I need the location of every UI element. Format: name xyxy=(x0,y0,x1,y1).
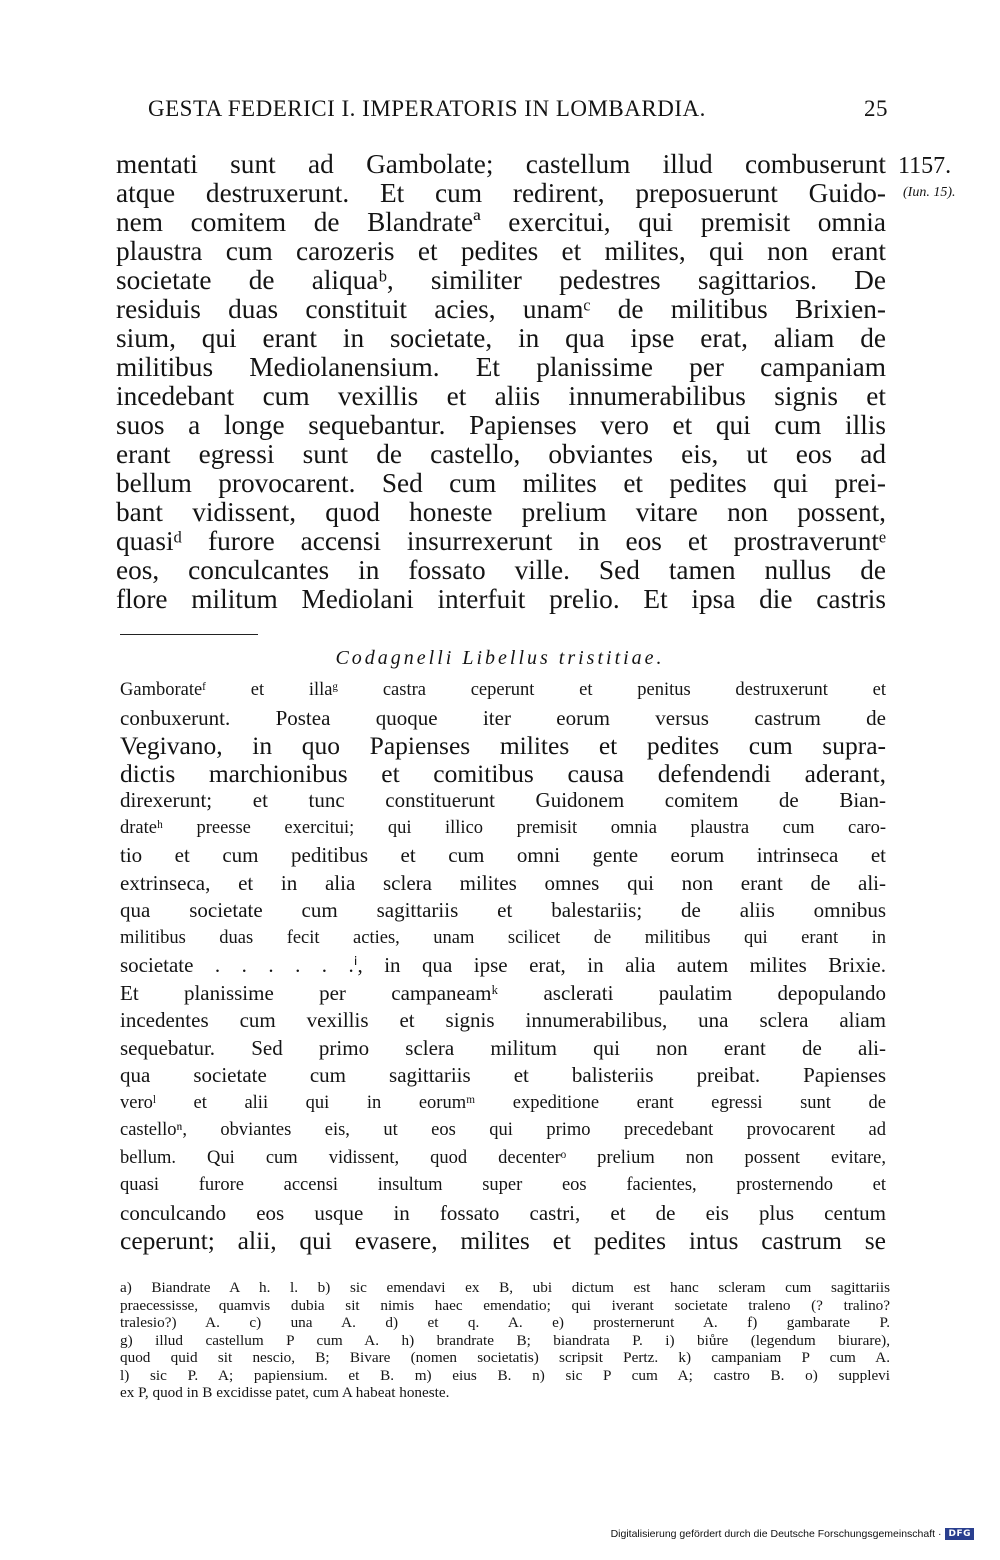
main-text xyxy=(116,150,886,614)
main-text-line: incedebant cum vexillis et aliis innumerabilibus signis et xyxy=(116,381,886,411)
footnote-line: praecessisse, quamvis dubia sit nimis haec emendatio; qui iverant societate traleno (? tralino? xyxy=(120,1296,890,1314)
main-text-line: plaustra cum carozeris et pedites et milites, qui non erant xyxy=(116,236,886,266)
second-text-line: direxerunt; et tunc constituerunt Guidonem comitem de Bian- xyxy=(120,788,886,812)
footnote-line: l) sic P. A; papiensium. et B. m) eius B. n) sic P cum A; castro B. o) supplevi xyxy=(120,1366,890,1384)
second-text-line: conbuxerunt. Postea quoque iter eorum versus castrum de xyxy=(120,705,886,730)
second-text-line: militibus duas fecit acties, unam scilicet de militibus qui erant in xyxy=(120,927,886,948)
second-text-line: societate . . . . . .ⁱ, in qua ipse erat, in alia autem milites Brixie. xyxy=(120,953,886,977)
section-divider xyxy=(120,634,258,635)
second-text-line: ceperunt; alii, qui evasere, milites et pedites intus castrum se xyxy=(120,1226,886,1255)
second-text-line: veroˡ et alii qui in eorumᵐ expeditione erant egressi sunt de xyxy=(120,1092,886,1113)
running-head-title: GESTA FEDERICI I. IMPERATORIS IN LOMBARDIA. xyxy=(148,96,706,121)
main-text-line: quasiᵈ furore accensi insurrexerunt in eos et prostraveruntᵉ xyxy=(116,526,886,556)
footer-credit-text: Digitalisierung gefördert durch die Deutsche Forschungsgemeinschaft · xyxy=(610,1528,942,1540)
main-text-line: eos, conculcantes in fossato ville. Sed tamen nullus de xyxy=(116,555,886,585)
main-text-line: suos a longe sequebantur. Papienses vero et qui cum illis xyxy=(116,410,886,440)
main-text-line: bant vidissent, quod honeste prelium vitare non possent, xyxy=(116,497,886,527)
second-text-line: qua societate cum sagittariis et balestariis; de aliis omnibus xyxy=(120,898,886,922)
main-text-line: nem comitem de Blandrateª exercitui, qui premisit omnia xyxy=(116,207,886,237)
second-text-line: drateʰ preesse exercitui; qui illico premisit omnia plaustra cum caro- xyxy=(120,817,886,838)
main-text-line: mentati sunt ad Gambolate; castellum illud combuserunt xyxy=(116,149,886,179)
footnote-line: quod quid sit nescio, B; Bivare (nomen societatis) scripsit Pertz. k) campaniam P cum A. xyxy=(120,1349,890,1366)
second-text-line: bellum. Qui cum vidissent, quod decenterᵒ prelium non possent evitare, xyxy=(120,1147,886,1168)
margin-year: 1157. xyxy=(898,153,952,179)
main-text-line: residuis duas constituit acies, unamᶜ de militibus Brixien- xyxy=(116,294,886,324)
second-text-line: conculcando eos usque in fossato castri, et de eis plus centum xyxy=(120,1200,886,1225)
second-text-line: quasi furore accensi insultum super eos facientes, prosternendo et xyxy=(120,1175,886,1195)
main-text-line: militibus Mediolanensium. Et planissime per campaniam xyxy=(116,352,886,382)
footnotes xyxy=(120,1279,890,1402)
margin-date: (Iun. 15). xyxy=(903,185,956,200)
second-text-line: incedentes cum vexillis et signis innumerabilibus, una sclera aliam xyxy=(120,1008,886,1032)
main-text-line: sium, qui erant in societate, in qua ipse erat, aliam de xyxy=(116,323,886,353)
footnote-line: tralesio?) A. c) una A. d) et q. A. e) prosternerunt A. f) gambarate P. xyxy=(120,1314,890,1331)
second-text-line: dictis marchionibus et comitibus causa defendendi aderant, xyxy=(120,758,886,788)
main-text-line: erant egressi sunt de castello, obviantes eis, ut eos ad xyxy=(116,439,886,469)
second-text-line: castelloⁿ, obviantes eis, ut eos qui primo precedebant provocarent ad xyxy=(120,1120,886,1140)
second-text-line: Et planissime per campaneamᵏ asclerati paulatim depopulando xyxy=(120,980,886,1005)
second-text-line: qua societate cum sagittariis et balisteriis preibat. Papienses xyxy=(120,1063,886,1087)
footnote-line: g) illud castellum P cum A. h) brandrate B; biandrata P. i) biůre (legendum biurare), xyxy=(120,1331,890,1349)
page-number: 25 xyxy=(864,96,888,121)
running-head xyxy=(148,96,888,122)
main-text-line: flore militum Mediolani interfuit prelio. Et ipsa die castris xyxy=(116,584,886,614)
dfg-logo: DFG xyxy=(945,1528,974,1540)
second-text-line: extrinseca, et in alia sclera milites omnes qui non erant de ali- xyxy=(120,870,886,895)
section-title: Codagnelli Libellus tristitiae. xyxy=(335,647,665,669)
main-text-line: atque destruxerunt. Et cum redirent, preposuerunt Guido- xyxy=(116,178,886,208)
footnote-line: a) Biandrate A h. l. b) sic emendavi ex B, ubi dictum est hanc scleram cum sagittariis xyxy=(120,1279,890,1296)
second-text-line: sequebatur. Sed primo sclera militum qui non erant de ali- xyxy=(120,1035,886,1060)
footnote-line: ex P, quod in B excidisse patet, cum A habeat honeste. xyxy=(120,1384,450,1401)
second-text-line: Vegivano, in quo Papienses milites et pedites cum supra- xyxy=(120,731,886,760)
main-text-line: societate de aliquaᵇ, similiter pedestres sagittarios. De xyxy=(116,265,886,295)
second-text xyxy=(120,677,886,1255)
second-text-line: Gamborateᶠ et illaᵍ castra ceperunt et penitus destruxerunt et xyxy=(120,680,886,700)
footer-credit xyxy=(611,1528,974,1540)
second-text-line: tio et cum peditibus et cum omni gente eorum intrinseca et xyxy=(120,843,886,867)
main-text-line: bellum provocarent. Sed cum milites et pedites qui prei- xyxy=(116,468,886,498)
